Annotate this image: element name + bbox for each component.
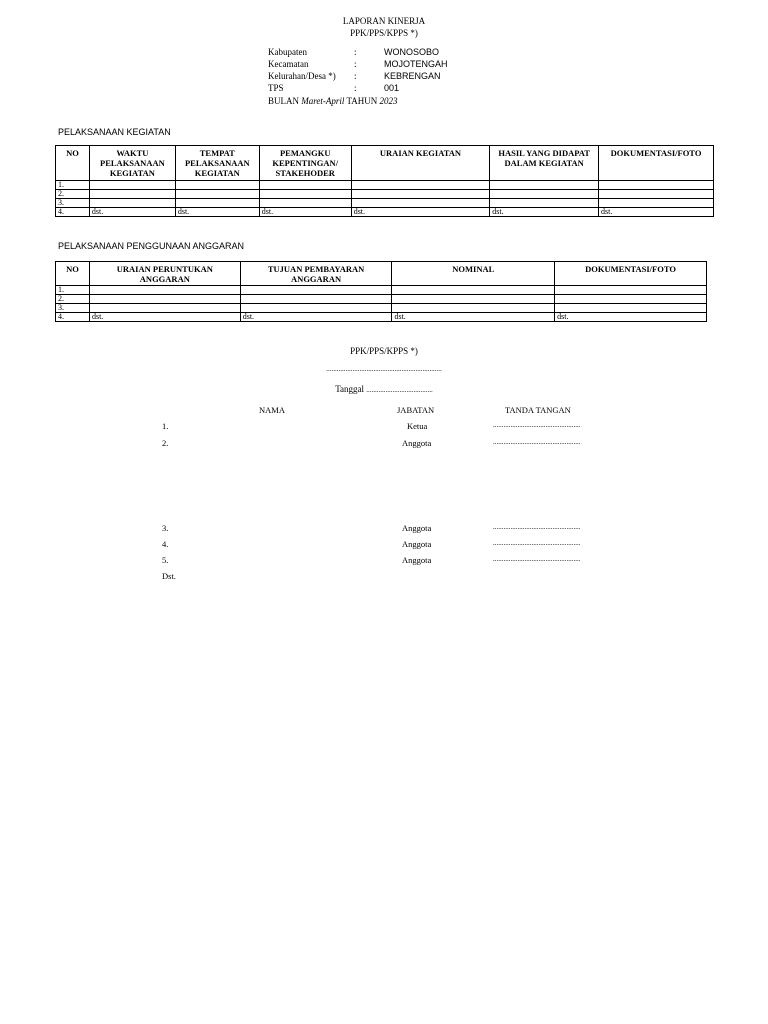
member-no: 2. xyxy=(162,438,169,448)
col-header-nominal: NOMINAL xyxy=(392,262,555,286)
table-cell: dst. xyxy=(240,313,392,322)
table-cell xyxy=(599,199,714,208)
col-header-tujuan-pembayaran: TUJUAN PEMBAYARAN ANGGARAN xyxy=(240,262,392,286)
section-title-kegiatan: PELAKSANAAN KEGIATAN xyxy=(58,127,171,137)
signature-org: PPK/PPS/KPPS *) xyxy=(350,346,418,356)
table-row xyxy=(56,286,707,295)
member-signature-line: .................................................. xyxy=(493,523,581,531)
member-jabatan: Anggota xyxy=(402,438,432,448)
member-no: 5. xyxy=(162,555,169,565)
col-header-uraian: URAIAN KEGIATAN xyxy=(351,146,490,181)
table-cell: dst. xyxy=(259,208,351,217)
table-cell xyxy=(89,190,175,199)
meta-colon: : xyxy=(354,47,357,57)
signature-header-row xyxy=(0,405,768,417)
signature-row xyxy=(0,555,768,567)
table-cell xyxy=(240,295,392,304)
table-row xyxy=(56,181,714,190)
table-cell xyxy=(392,286,555,295)
signature-row xyxy=(0,523,768,535)
meta-value: MOJOTENGAH xyxy=(384,59,448,69)
table-cell xyxy=(175,190,259,199)
date-line xyxy=(0,384,768,394)
table-cell xyxy=(89,286,240,295)
section-title-anggaran: PELAKSANAAN PENGGUNAAN ANGGARAN xyxy=(58,241,245,251)
col-header-uraian-peruntukan: URAIAN PERUNTUKAN ANGGARAN xyxy=(89,262,240,286)
signature-row xyxy=(0,438,768,450)
table-row xyxy=(56,295,707,304)
table-cell xyxy=(259,181,351,190)
signature-dst-row xyxy=(0,571,768,583)
report-title: LAPORAN KINERJA xyxy=(342,16,426,26)
col-header-dokumentasi: DOKUMENTASI/FOTO xyxy=(599,146,714,181)
table-cell xyxy=(89,304,240,313)
table-cell: 3. xyxy=(56,199,90,208)
bulan-value: Maret-April xyxy=(301,96,345,106)
member-no: 1. xyxy=(162,421,169,431)
table-cell xyxy=(351,199,490,208)
table-cell: 4. xyxy=(56,208,90,217)
table-cell xyxy=(490,199,599,208)
table-cell xyxy=(555,286,707,295)
table-cell: 1. xyxy=(56,286,90,295)
dst-text: Dst. xyxy=(162,571,176,581)
table-cell: 4. xyxy=(56,313,90,322)
anggaran-table xyxy=(55,261,707,322)
table-header-row xyxy=(56,146,714,181)
member-jabatan: Anggota xyxy=(402,539,432,549)
member-jabatan: Anggota xyxy=(402,523,432,533)
table-header-row xyxy=(56,262,707,286)
table-cell xyxy=(555,295,707,304)
kegiatan-table xyxy=(55,145,714,217)
table-row xyxy=(56,313,707,322)
member-no: 4. xyxy=(162,539,169,549)
col-header-no: NO xyxy=(56,146,90,181)
meta-label: Kabupaten xyxy=(268,47,307,57)
table-cell: 2. xyxy=(56,190,90,199)
meta-value: KEBRENGAN xyxy=(384,71,441,81)
col-header-tempat: TEMPAT PELAKSANAAN KEGIATAN xyxy=(175,146,259,181)
table-cell xyxy=(490,181,599,190)
meta-label: Kecamatan xyxy=(268,59,309,69)
table-cell xyxy=(89,295,240,304)
col-header-hasil: HASIL YANG DIDAPAT DALAM KEGIATAN xyxy=(490,146,599,181)
table-row xyxy=(56,304,707,313)
table-cell: dst. xyxy=(599,208,714,217)
table-row xyxy=(56,190,714,199)
col-tanda-tangan: TANDA TANGAN xyxy=(505,405,571,415)
table-cell xyxy=(240,286,392,295)
bulan-tahun-line xyxy=(268,96,398,106)
table-cell xyxy=(175,181,259,190)
place-line: .................................................................. xyxy=(326,365,442,373)
table-cell xyxy=(240,304,392,313)
table-cell: 3. xyxy=(56,304,90,313)
table-cell: dst. xyxy=(175,208,259,217)
table-cell xyxy=(490,190,599,199)
member-signature-line: .................................................. xyxy=(493,438,581,446)
table-cell xyxy=(351,181,490,190)
table-cell: dst. xyxy=(89,313,240,322)
table-cell xyxy=(555,304,707,313)
table-cell: dst. xyxy=(392,313,555,322)
meta-colon: : xyxy=(354,83,357,93)
meta-label: TPS xyxy=(268,83,284,93)
table-cell xyxy=(89,181,175,190)
signature-row xyxy=(0,421,768,433)
report-subtitle: PPK/PPS/KPPS *) xyxy=(350,28,418,38)
table-cell: dst. xyxy=(89,208,175,217)
meta-colon: : xyxy=(354,59,357,69)
col-header-waktu: WAKTU PELAKSANAAN KEGIATAN xyxy=(89,146,175,181)
table-row xyxy=(56,208,714,217)
date-label: Tanggal xyxy=(335,384,365,394)
member-signature-line: .................................................. xyxy=(493,555,581,563)
meta-colon: : xyxy=(354,71,357,81)
table-cell xyxy=(599,181,714,190)
table-cell xyxy=(392,295,555,304)
signature-row xyxy=(0,539,768,551)
table-cell xyxy=(392,304,555,313)
date-dots: ...................................... xyxy=(366,386,433,394)
table-cell: dst. xyxy=(555,313,707,322)
member-no: 3. xyxy=(162,523,169,533)
member-jabatan: Ketua xyxy=(407,421,428,431)
meta-value: WONOSOBO xyxy=(384,47,440,57)
col-header-pemangku: PEMANGKU KEPENTINGAN/ STAKEHODER xyxy=(259,146,351,181)
table-cell xyxy=(351,190,490,199)
table-row xyxy=(56,199,714,208)
bulan-label: BULAN xyxy=(268,96,299,106)
member-signature-line: .................................................. xyxy=(493,539,581,547)
col-jabatan: JABATAN xyxy=(397,405,435,415)
meta-label: Kelurahan/Desa *) xyxy=(268,71,336,81)
table-cell xyxy=(599,190,714,199)
col-nama: NAMA xyxy=(259,405,285,415)
col-header-no: NO xyxy=(56,262,90,286)
table-cell: 1. xyxy=(56,181,90,190)
col-header-dokumentasi: DOKUMENTASI/FOTO xyxy=(555,262,707,286)
table-cell xyxy=(259,199,351,208)
tahun-label: TAHUN xyxy=(346,96,378,106)
member-jabatan: Anggota xyxy=(402,555,432,565)
table-cell: dst. xyxy=(351,208,490,217)
meta-value: 001 xyxy=(384,83,400,93)
table-cell: 2. xyxy=(56,295,90,304)
table-cell: dst. xyxy=(490,208,599,217)
table-cell xyxy=(259,190,351,199)
tahun-value: 2023 xyxy=(379,96,398,106)
member-signature-line: .................................................. xyxy=(493,421,581,429)
